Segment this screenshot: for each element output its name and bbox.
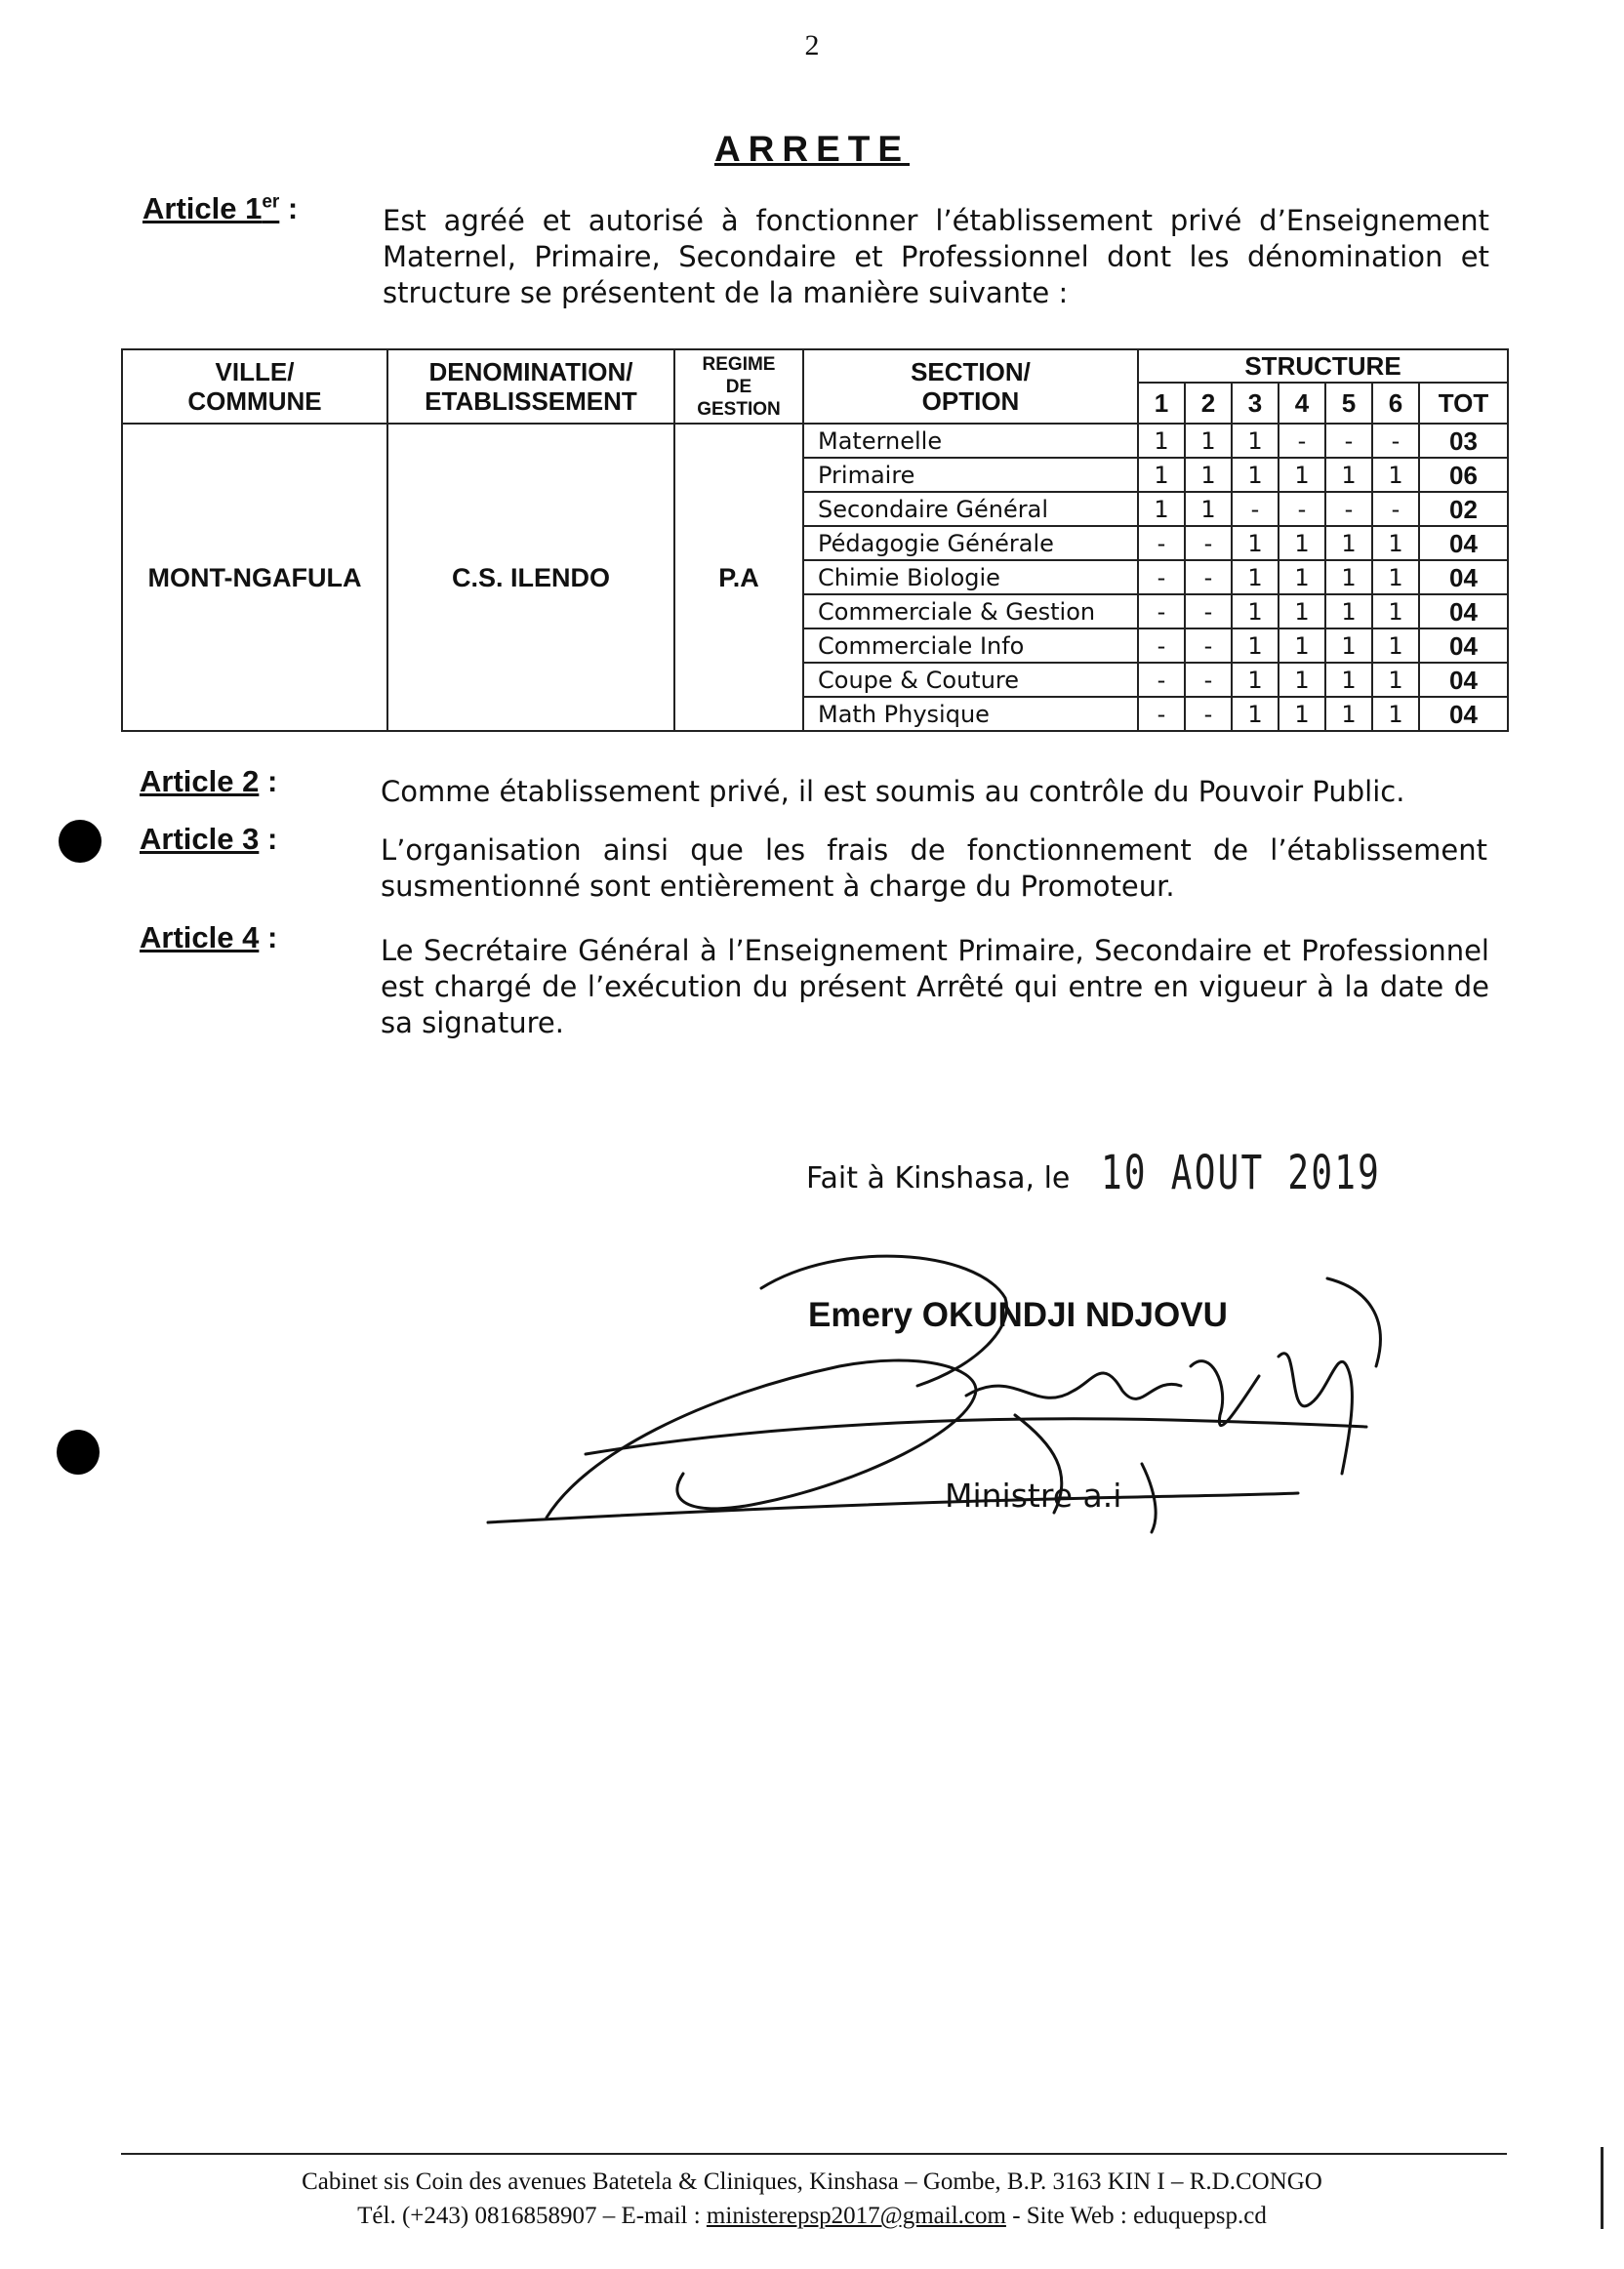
level-2-cell: - (1185, 594, 1232, 628)
signature-scribble (468, 1220, 1396, 1542)
footer-contact: Tél. (+243) 0816858907 – E-mail : ministerepsp2017@gmail.com - Site Web : eduquepsp.cd (357, 2203, 1267, 2229)
header-total: TOT (1419, 383, 1508, 424)
level-2-cell: 1 (1185, 458, 1232, 492)
level-6-cell: 1 (1372, 697, 1419, 731)
total-cell: 04 (1419, 560, 1508, 594)
level-6-cell: - (1372, 424, 1419, 458)
level-3-cell: 1 (1232, 424, 1279, 458)
level-5-cell: 1 (1325, 526, 1372, 560)
level-1-cell: - (1138, 697, 1185, 731)
footer-divider (121, 2153, 1507, 2155)
level-3-cell: 1 (1232, 560, 1279, 594)
level-5-cell: - (1325, 492, 1372, 526)
level-4-cell: - (1279, 424, 1325, 458)
level-3-cell: 1 (1232, 628, 1279, 663)
regime-cell: P.A (674, 424, 803, 731)
article-2-label: Article 2 : (140, 764, 278, 798)
total-cell: 06 (1419, 458, 1508, 492)
header-ville: VILLE/ COMMUNE (122, 349, 387, 424)
signer-name: Emery OKUNDJI NDJOVU (808, 1296, 1228, 1334)
level-6-cell: 1 (1372, 458, 1419, 492)
article-4-label: Article 4 : (140, 920, 278, 954)
section-cell: Commerciale & Gestion (803, 594, 1138, 628)
level-4-cell: 1 (1279, 526, 1325, 560)
level-1-cell: 1 (1138, 458, 1185, 492)
header-level-6: 6 (1372, 383, 1419, 424)
header-level-4: 4 (1279, 383, 1325, 424)
level-2-cell: - (1185, 526, 1232, 560)
level-2-cell: - (1185, 560, 1232, 594)
article-3-label: Article 3 : (140, 822, 278, 856)
level-3-cell: 1 (1232, 458, 1279, 492)
level-1-cell: - (1138, 526, 1185, 560)
level-1-cell: - (1138, 628, 1185, 663)
article-2-text: Comme établissement privé, il est soumis au contrôle du Pouvoir Public. (381, 775, 1405, 808)
structure-table (121, 348, 1509, 732)
total-cell: 04 (1419, 663, 1508, 697)
signer-role: Ministre a.i (945, 1477, 1122, 1515)
level-4-cell: 1 (1279, 458, 1325, 492)
section-cell: Primaire (803, 458, 1138, 492)
header-regime: REGIME DE GESTION (674, 349, 803, 424)
level-5-cell: 1 (1325, 663, 1372, 697)
level-6-cell: 1 (1372, 594, 1419, 628)
header-structure: STRUCTURE (1138, 349, 1508, 383)
level-3-cell: 1 (1232, 594, 1279, 628)
footer-email[interactable]: ministerepsp2017@gmail.com (706, 2203, 1006, 2229)
level-6-cell: 1 (1372, 663, 1419, 697)
total-cell: 04 (1419, 628, 1508, 663)
page-number: 2 (804, 29, 820, 61)
level-2-cell: - (1185, 628, 1232, 663)
level-5-cell: 1 (1325, 458, 1372, 492)
level-4-cell: - (1279, 492, 1325, 526)
level-3-cell: 1 (1232, 663, 1279, 697)
section-cell: Commerciale Info (803, 628, 1138, 663)
punch-hole-mark (59, 820, 102, 863)
level-2-cell: 1 (1185, 424, 1232, 458)
level-4-cell: 1 (1279, 663, 1325, 697)
level-3-cell: 1 (1232, 526, 1279, 560)
denomination-cell: C.S. ILENDO (387, 424, 674, 731)
footer-address: Cabinet sis Coin des avenues Batetela & Cliniques, Kinshasa – Gombe, B.P. 3163 KIN I – R.D.CONGO (302, 2168, 1322, 2195)
level-5-cell: 1 (1325, 628, 1372, 663)
level-5-cell: - (1325, 424, 1372, 458)
level-3-cell: 1 (1232, 697, 1279, 731)
total-cell: 04 (1419, 526, 1508, 560)
level-5-cell: 1 (1325, 560, 1372, 594)
article-4-text: Le Secrétaire Général à l’Enseignement Primaire, Secondaire et Professionnel est chargé de l’exécution du présent Arrêté qui entre en vigueur à la date de sa signature. (381, 934, 1489, 1039)
punch-hole-mark (57, 1430, 100, 1475)
total-cell: 04 (1419, 697, 1508, 731)
level-4-cell: 1 (1279, 560, 1325, 594)
section-cell: Coupe & Couture (803, 663, 1138, 697)
total-cell: 03 (1419, 424, 1508, 458)
level-3-cell: - (1232, 492, 1279, 526)
level-5-cell: 1 (1325, 697, 1372, 731)
document-heading: ARRETE (713, 129, 911, 169)
level-2-cell: - (1185, 663, 1232, 697)
header-section: SECTION/ OPTION (803, 349, 1138, 424)
level-4-cell: 1 (1279, 594, 1325, 628)
article-1-text: Est agréé et autorisé à fonctionner l’établissement privé d’Enseignement Maternel, Primaire, Secondaire et Professionnel dont les dénomination et structure se présentent de la manière suivante : (383, 204, 1489, 309)
section-cell: Pédagogie Générale (803, 526, 1138, 560)
total-cell: 04 (1419, 594, 1508, 628)
article-1-label: Article 1er : (142, 191, 299, 225)
header-level-2: 2 (1185, 383, 1232, 424)
level-6-cell: 1 (1372, 628, 1419, 663)
section-cell: Maternelle (803, 424, 1138, 458)
level-1-cell: - (1138, 560, 1185, 594)
scan-edge-mark (1601, 2147, 1604, 2229)
place-line: Fait à Kinshasa, le (806, 1161, 1071, 1195)
level-1-cell: - (1138, 594, 1185, 628)
total-cell: 02 (1419, 492, 1508, 526)
section-cell: Secondaire Général (803, 492, 1138, 526)
level-6-cell: 1 (1372, 526, 1419, 560)
header-level-3: 3 (1232, 383, 1279, 424)
level-2-cell: - (1185, 697, 1232, 731)
ville-cell: MONT-NGAFULA (122, 424, 387, 731)
level-4-cell: 1 (1279, 697, 1325, 731)
level-6-cell: - (1372, 492, 1419, 526)
level-1-cell: - (1138, 663, 1185, 697)
header-level-5: 5 (1325, 383, 1372, 424)
level-5-cell: 1 (1325, 594, 1372, 628)
section-cell: Math Physique (803, 697, 1138, 731)
header-level-1: 1 (1138, 383, 1185, 424)
level-2-cell: 1 (1185, 492, 1232, 526)
article-3-text: L’organisation ainsi que les frais de fonctionnement de l’établissement susmentionné sont entièrement à charge du Promoteur. (381, 833, 1487, 903)
date-stamp: 10 AOUT 2019 (1101, 1146, 1382, 1200)
level-4-cell: 1 (1279, 628, 1325, 663)
level-1-cell: 1 (1138, 492, 1185, 526)
section-cell: Chimie Biologie (803, 560, 1138, 594)
level-6-cell: 1 (1372, 560, 1419, 594)
header-denomination: DENOMINATION/ ETABLISSEMENT (387, 349, 674, 424)
table-row (122, 424, 1508, 458)
level-1-cell: 1 (1138, 424, 1185, 458)
